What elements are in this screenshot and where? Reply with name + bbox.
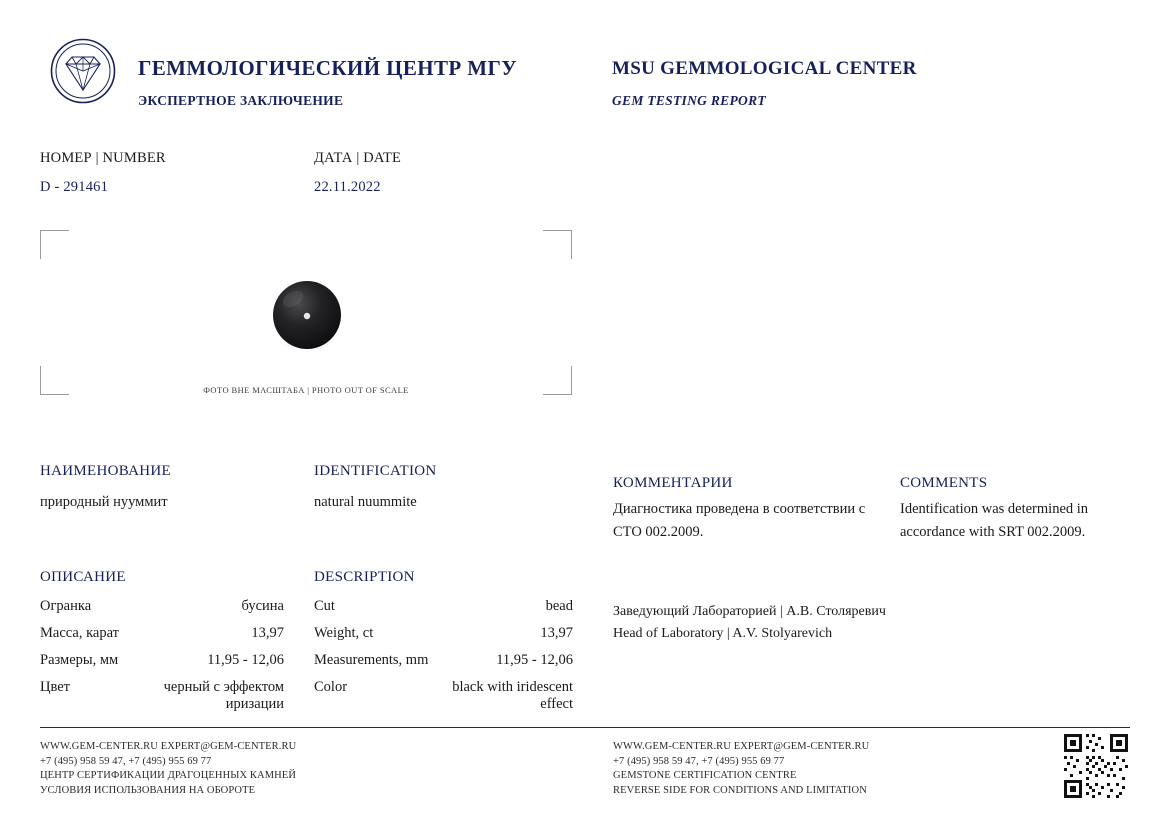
gem-photo-frame [40, 230, 572, 395]
description-table-ru [40, 598, 284, 723]
footer-divider [40, 727, 1130, 728]
table-row [314, 598, 573, 625]
date-label: ДАТА | DATE [314, 150, 402, 166]
comments-text-ru: Диагностика проведена в соответствии с СТО 002.2009. [613, 501, 866, 540]
footer-left-line-2: +7 (495) 958 59 47, +7 (495) 955 69 77 [40, 755, 212, 767]
row-key: Color [314, 679, 348, 695]
row-key: Measurements, mm [314, 652, 429, 668]
signature-line-ru: Заведующий Лабораторией | А.В. Столяревич [613, 604, 886, 619]
msu-seal-icon [50, 38, 116, 104]
table-row [40, 598, 284, 625]
frame-corner-top-right [543, 230, 572, 259]
comments-text-en: Identification was determined in accordance with SRT 002.2009. [900, 501, 1089, 540]
date-value: 22.11.2022 [314, 179, 381, 195]
row-value: 13,97 [540, 625, 573, 641]
footer-right-line-4: REVERSE SIDE FOR CONDITIONS AND LIMITATION [613, 784, 867, 796]
number-label: НОМЕР | NUMBER [40, 150, 166, 166]
row-value: бусина [241, 598, 284, 614]
row-value: black with iridescent effect [452, 679, 573, 712]
footer-left-line-1: WWW.GEM-CENTER.RU EXPERT@GEM-CENTER.RU [40, 741, 297, 752]
footer-right-line-3: GEMSTONE CERTIFICATION CENTRE [613, 770, 797, 781]
row-value: 11,95 - 12,06 [207, 652, 284, 668]
table-row [40, 652, 284, 679]
document-subtitle-ru: ЭКСПЕРТНОЕ ЗАКЛЮЧЕНИЕ [138, 93, 344, 108]
footer-right [613, 740, 869, 798]
footer-left-line-3: ЦЕНТР СЕРТИФИКАЦИИ ДРАГОЦЕННЫХ КАМНЕЙ [40, 770, 297, 781]
description-heading-en: DESCRIPTION [314, 569, 415, 585]
footer-left [40, 740, 296, 798]
row-key: Цвет [40, 679, 71, 695]
document-subtitle-en: GEM TESTING REPORT [612, 93, 766, 108]
table-row [40, 679, 284, 723]
row-value: 11,95 - 12,06 [496, 652, 573, 668]
organization-name-ru: ГЕММОЛОГИЧЕСКИЙ ЦЕНТР МГУ [138, 56, 518, 80]
gemstone-photo [257, 279, 357, 351]
document-header [40, 36, 1130, 126]
row-value: 13,97 [251, 625, 284, 641]
signature-block [613, 601, 886, 645]
row-key: Размеры, мм [40, 652, 119, 668]
frame-corner-top-left [40, 230, 69, 259]
footer-right-line-1: WWW.GEM-CENTER.RU EXPERT@GEM-CENTER.RU [613, 741, 870, 752]
signature-line-en: Head of Laboratory | A.V. Stolyarevich [613, 626, 833, 641]
table-row [314, 625, 573, 652]
description-table-en [314, 598, 573, 723]
row-key: Cut [314, 598, 335, 614]
row-key: Weight, ct [314, 625, 374, 641]
table-row [314, 652, 573, 679]
footer-left-line-4: УСЛОВИЯ ИСПОЛЬЗОВАНИЯ НА ОБОРОТЕ [40, 784, 256, 796]
identification-value-en: natural nuummite [314, 494, 417, 510]
identification-value-ru: природный нууммит [40, 494, 168, 510]
row-key: Огранка [40, 598, 92, 614]
identification-heading-en: IDENTIFICATION [314, 463, 437, 479]
description-heading-ru: ОПИСАНИЕ [40, 569, 126, 585]
row-key: Масса, карат [40, 625, 119, 641]
organization-name-en: MSU GEMMOLOGICAL CENTER [612, 58, 917, 79]
table-row [40, 625, 284, 652]
row-value: bead [545, 598, 573, 614]
table-row [314, 679, 573, 723]
qr-code-icon [1062, 732, 1130, 800]
footer-right-line-2: +7 (495) 958 59 47, +7 (495) 955 69 77 [613, 755, 785, 767]
identification-heading-ru: НАИМЕНОВАНИЕ [40, 463, 171, 479]
comments-heading-en: COMMENTS [900, 475, 988, 491]
number-value: D - 291461 [40, 179, 109, 195]
row-value: черный с эффектом иризации [163, 679, 284, 712]
comments-heading-ru: КОММЕНТАРИИ [613, 475, 733, 491]
photo-caption: ФОТО ВНЕ МАСШТАБА | PHOTO OUT OF SCALE [203, 385, 409, 395]
